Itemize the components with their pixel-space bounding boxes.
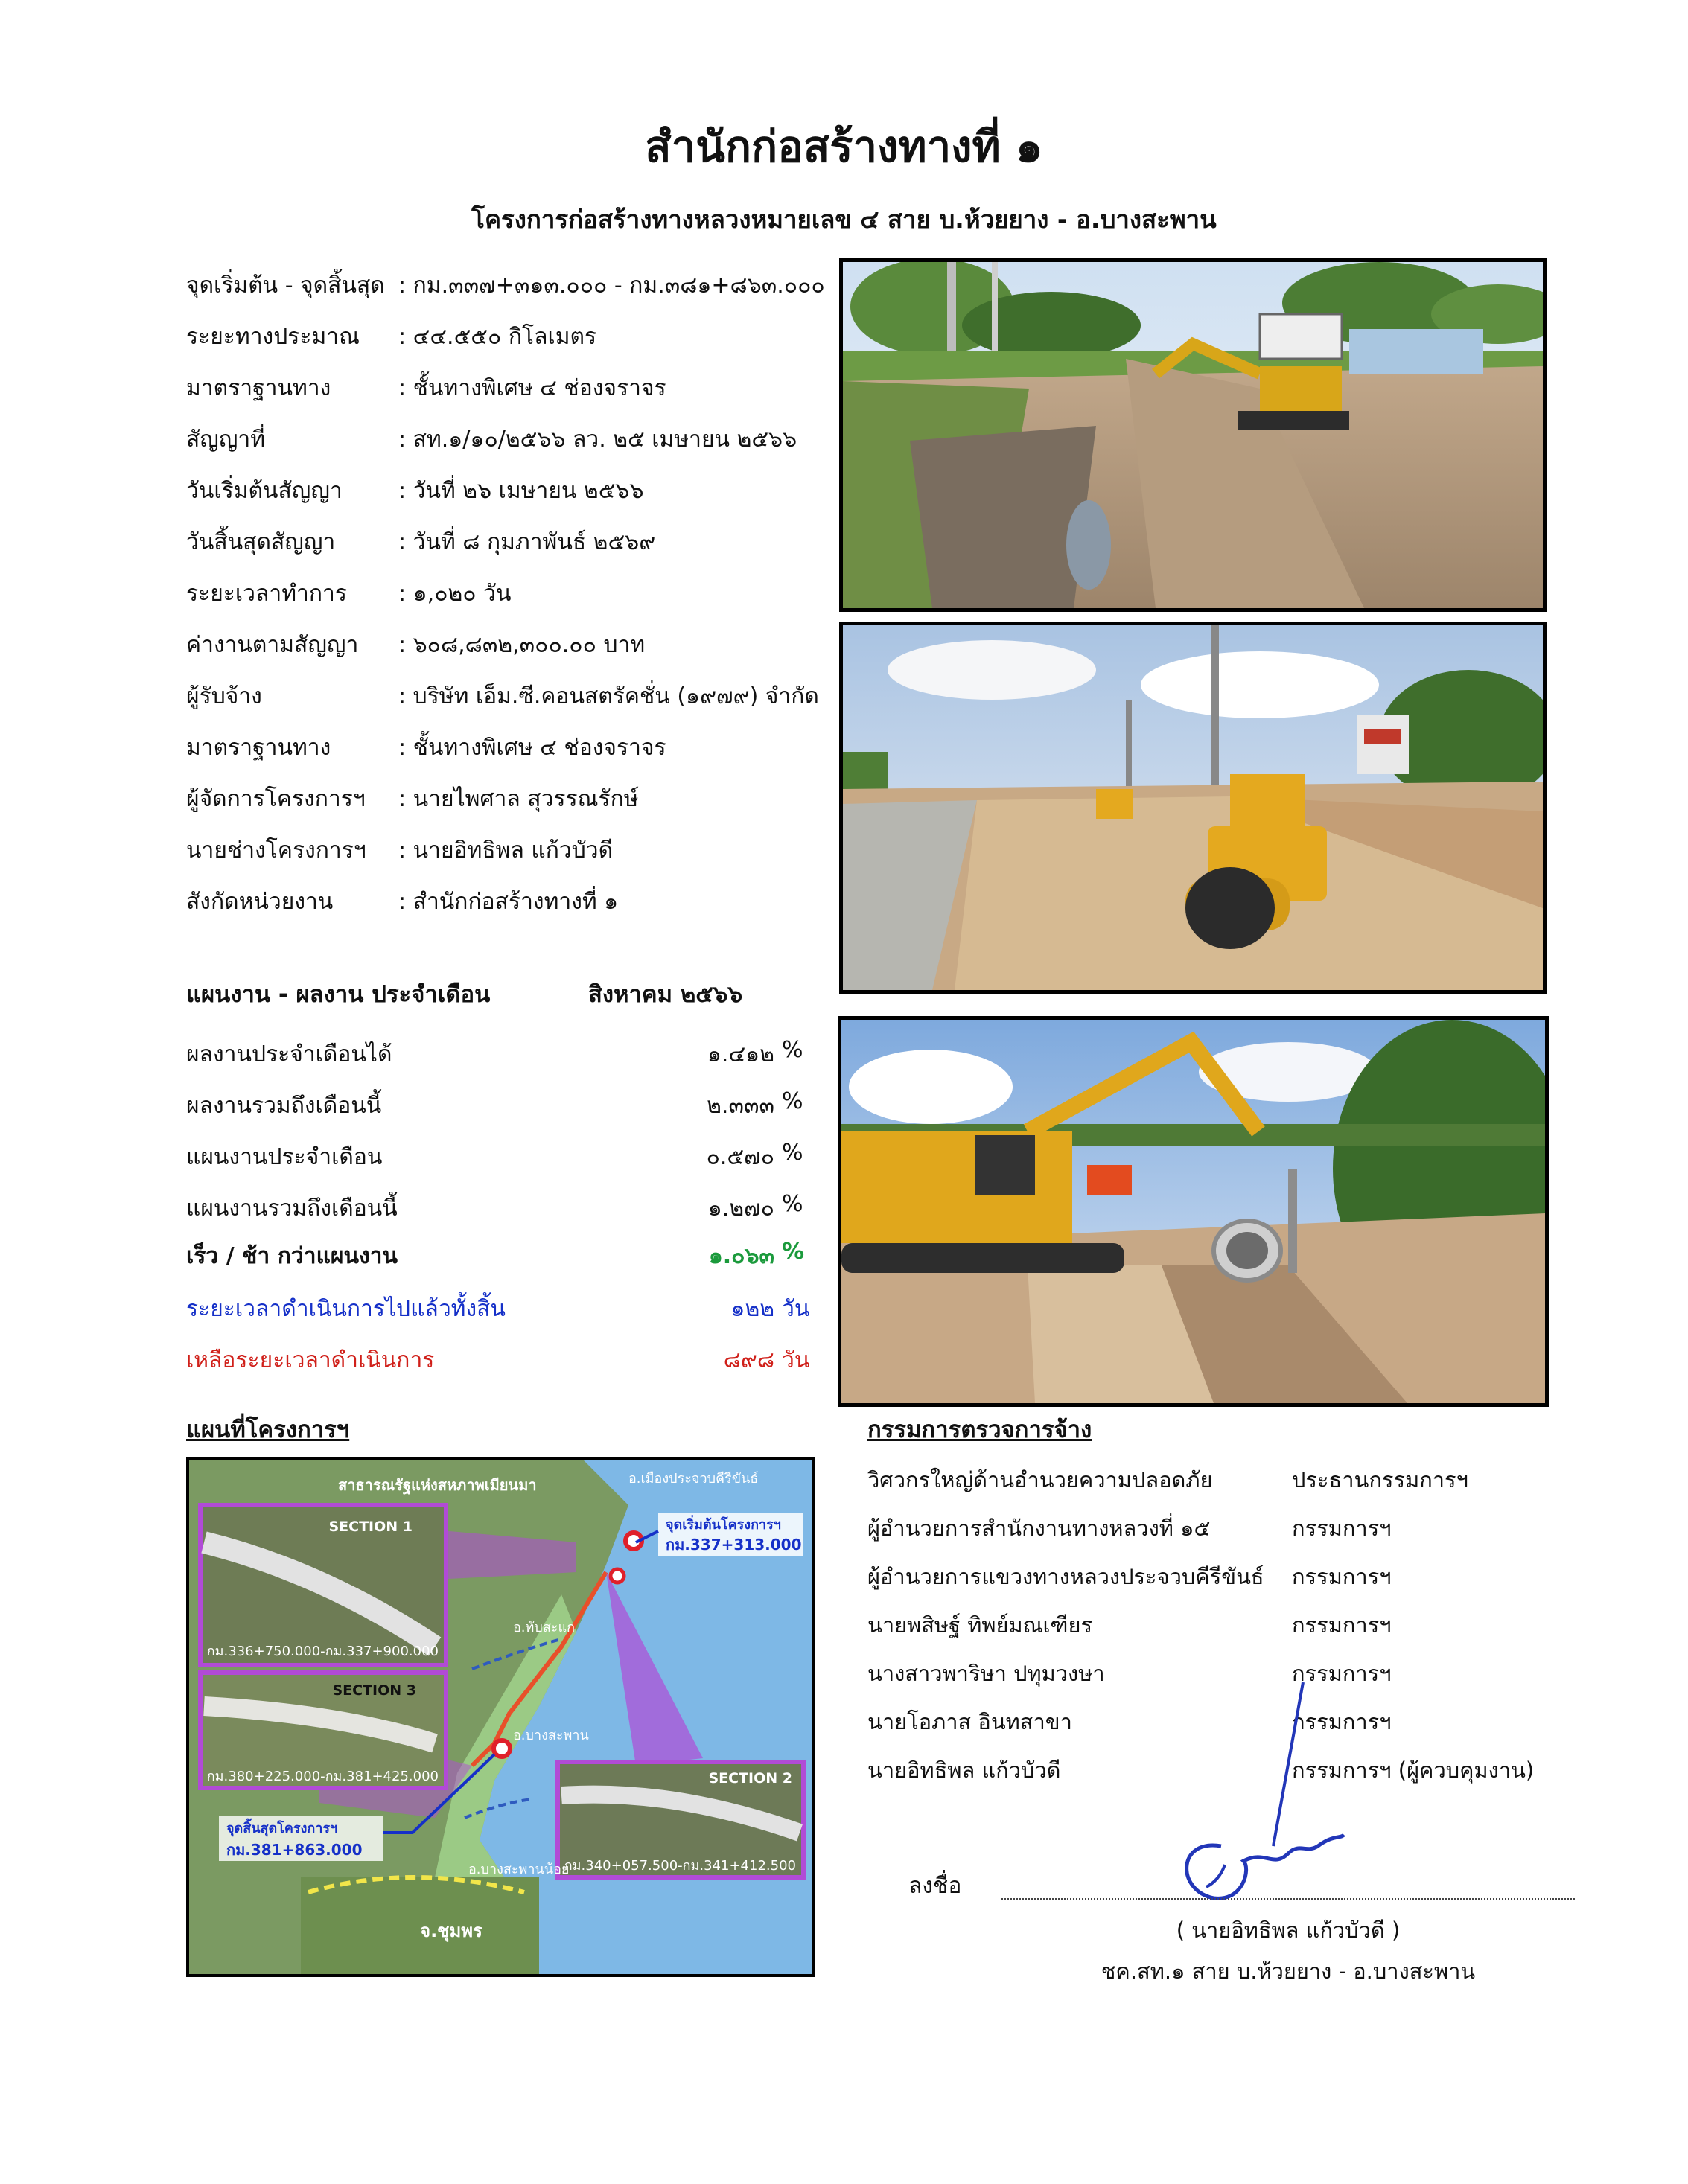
member-role: ประธานกรรมการฯ [1292,1467,1468,1492]
progress-label: ผลงานประจำเดือนได้ [186,1041,392,1067]
committee-row [867,1559,1612,1597]
info-value: : สำนักก่อสร้างทางที่ ๑ [398,889,619,915]
info-label: นายช่างโครงการฯ [186,837,366,863]
progress-unit: % [782,1140,803,1166]
info-label: ระยะทางประมาณ [186,324,360,350]
member-name: นายโอภาส อินทสาขา [867,1709,1072,1734]
map-town-label: อ.บางสะพาน [513,1728,589,1743]
progress-unit: % [782,1088,803,1114]
info-value: : นายอิทธิพล แก้วบัวดี [398,837,614,863]
section-3-range: กม.380+225.000-กม.381+425.000 [206,1769,439,1784]
remaining-unit: วัน [782,1347,810,1373]
committee-row [867,1463,1612,1500]
section-1-range: กม.336+750.000-กม.337+900.000 [206,1644,439,1659]
info-label: มาตราฐานทาง [186,375,331,401]
member-name: นายพสิษฐ์ ทิพย์มณเฑียร [867,1612,1093,1638]
info-value: : ๔๔.๕๕๐ กิโลเมตร [398,324,597,350]
member-role: กรรมการฯ [1292,1661,1392,1686]
info-label: ระยะเวลาทำการ [186,581,347,607]
member-role: กรรมการฯ [1292,1612,1392,1638]
info-label: สัญญาที่ [186,427,266,453]
committee-title: กรรมการตรวจการจ้าง [867,1417,1092,1443]
map-title: แผนที่โครงการฯ [186,1417,350,1443]
member-name: วิศวกรใหญ่ด้านอำนวยความปลอดภัย [867,1467,1213,1492]
info-value: : สท.๑/๑๐/๒๕๖๖ ลว. ๒๕ เมษายน ๒๕๖๖ [398,427,797,453]
signature-line [1001,1898,1575,1900]
info-value: : ชั้นทางพิเศษ ๔ ช่องจราจร [398,375,666,401]
committee-row [867,1511,1612,1548]
remaining-label: เหลือระยะเวลาดำเนินการ [186,1347,435,1373]
sign-label: ลงชื่อ [908,1873,962,1899]
project-map-graphic [189,1460,812,1974]
progress-label: แผนงานรวมถึงเดือนนี้ [186,1195,398,1222]
map-town-label: จ.ชุมพร [420,1920,482,1941]
map-town-label: อ.ทับสะแก [513,1620,575,1635]
site-photo-drainage [838,1016,1549,1407]
photo-excavation-illustration [843,262,1543,608]
info-value: : บริษัท เอ็ม.ซี.คอนสตรัคชั่น (๑๙๗๙) จำกัด [398,683,819,709]
speed-value: ๑.๐๖๓ [708,1243,774,1269]
committee-row [867,1608,1612,1645]
progress-value: ๒.๓๓๓ [707,1093,774,1119]
speed-unit: % [782,1239,805,1265]
info-value: : วันที่ ๒๖ เมษายน ๒๕๖๖ [398,478,644,504]
section-2-range: กม.340+057.500-กม.341+412.500 [564,1858,796,1874]
elapsed-value: ๑๒๒ [730,1296,774,1322]
member-name: นายอิทธิพล แก้วบัวดี [867,1757,1061,1783]
progress-unit: % [782,1191,803,1217]
map-start-label: จุดเริ่มต้นโครงการฯ [666,1517,781,1533]
progress-unit: % [782,1037,803,1063]
progress-month: สิงหาคม ๒๕๖๖ [588,981,743,1008]
progress-label: แผนงานประจำเดือน [186,1144,383,1170]
info-label: มาตราฐานทาง [186,735,331,761]
member-name: ผู้อำนวยการสำนักงานทางหลวงที่ ๑๕ [867,1516,1211,1541]
progress-label: ผลงานรวมถึงเดือนนี้ [186,1093,382,1119]
progress-value: ๑.๒๗๐ [707,1195,774,1222]
info-label: ผู้จัดการโครงการฯ [186,786,366,812]
member-name: นางสาวพาริษา ปทุมวงษา [867,1661,1105,1686]
info-label: ผู้รับจ้าง [186,683,262,709]
project-subtitle: โครงการก่อสร้างทางหลวงหมายเลข ๔ สาย บ.ห้วยยาง - อ.บางสะพาน [471,205,1217,234]
info-label: จุดเริ่มต้น - จุดสิ้นสุด [186,272,385,298]
info-value: : ๖๐๘,๘๓๒,๓๐๐.๐๐ บาท [398,632,646,658]
photo-drainage-illustration [841,1020,1545,1403]
info-label: วันเริ่มต้นสัญญา [186,478,343,504]
info-value: : ๑,๐๒๐ วัน [398,581,512,607]
map-town-label: อ.บางสะพานน้อย [468,1862,570,1877]
signer-name: ( นายอิทธิพล แก้วบัวดี ) [1176,1918,1401,1943]
member-role: กรรมการฯ (ผู้ควบคุมงาน) [1292,1757,1535,1783]
info-label: สังกัดหน่วยงาน [186,889,334,915]
info-value: : ชั้นทางพิเศษ ๔ ช่องจราจร [398,735,666,761]
member-role: กรรมการฯ [1292,1564,1392,1589]
end-point-marker [494,1740,510,1757]
site-photo-excavation [839,258,1547,612]
info-label: ค่างานตามสัญญา [186,632,359,658]
town-marker [611,1569,624,1583]
project-map [186,1457,815,1977]
member-role: กรรมการฯ [1292,1516,1392,1541]
info-value: : วันที่ ๘ กุมภาพันธ์ ๒๕๖๙ [398,529,656,555]
map-end-label: จุดสิ้นสุดโครงการฯ [226,1821,338,1836]
elapsed-label: ระยะเวลาดำเนินการไปแล้วทั้งสิ้น [186,1296,506,1322]
site-photo-compaction [839,622,1547,994]
signature-scribble [1162,1675,1370,1920]
photo-compaction-illustration [843,625,1543,990]
section-2-name: SECTION 2 [708,1770,792,1787]
map-end-km: กม.381+863.000 [226,1841,363,1859]
progress-heading: แผนงาน - ผลงาน ประจำเดือน [186,981,491,1008]
section-1-name: SECTION 1 [328,1519,413,1535]
info-value: : นายไพศาล สุวรรณรักษ์ [398,786,639,812]
map-start-km: กม.337+313.000 [666,1536,802,1554]
info-label: วันสิ้นสุดสัญญา [186,529,336,555]
speed-label: เร็ว / ช้า กว่าแผนงาน [186,1243,398,1269]
member-role: กรรมการฯ [1292,1709,1392,1734]
info-value: : กม.๓๓๗+๓๑๓.๐๐๐ - กม.๓๘๑+๘๖๓.๐๐๐ [398,272,825,298]
map-country-label: สาธารณรัฐแห่งสหภาพเมียนมา [338,1476,537,1494]
progress-value: ๑.๔๑๒ [707,1041,774,1067]
section-3-name: SECTION 3 [332,1682,416,1699]
progress-value: ๐.๕๗๐ [706,1144,774,1170]
page-title: สำนักก่อสร้างทางที่ ๑ [645,121,1043,172]
map-town-label: อ.เมืองประจวบคีรีขันธ์ [628,1471,759,1487]
elapsed-unit: วัน [782,1296,810,1322]
signer-position: ชค.สท.๑ สาย บ.ห้วยยาง - อ.บางสะพาน [1101,1958,1476,1984]
member-name: ผู้อำนวยการแขวงทางหลวงประจวบคีรีขันธ์ [867,1564,1264,1589]
remaining-value: ๘๙๘ [723,1347,774,1373]
